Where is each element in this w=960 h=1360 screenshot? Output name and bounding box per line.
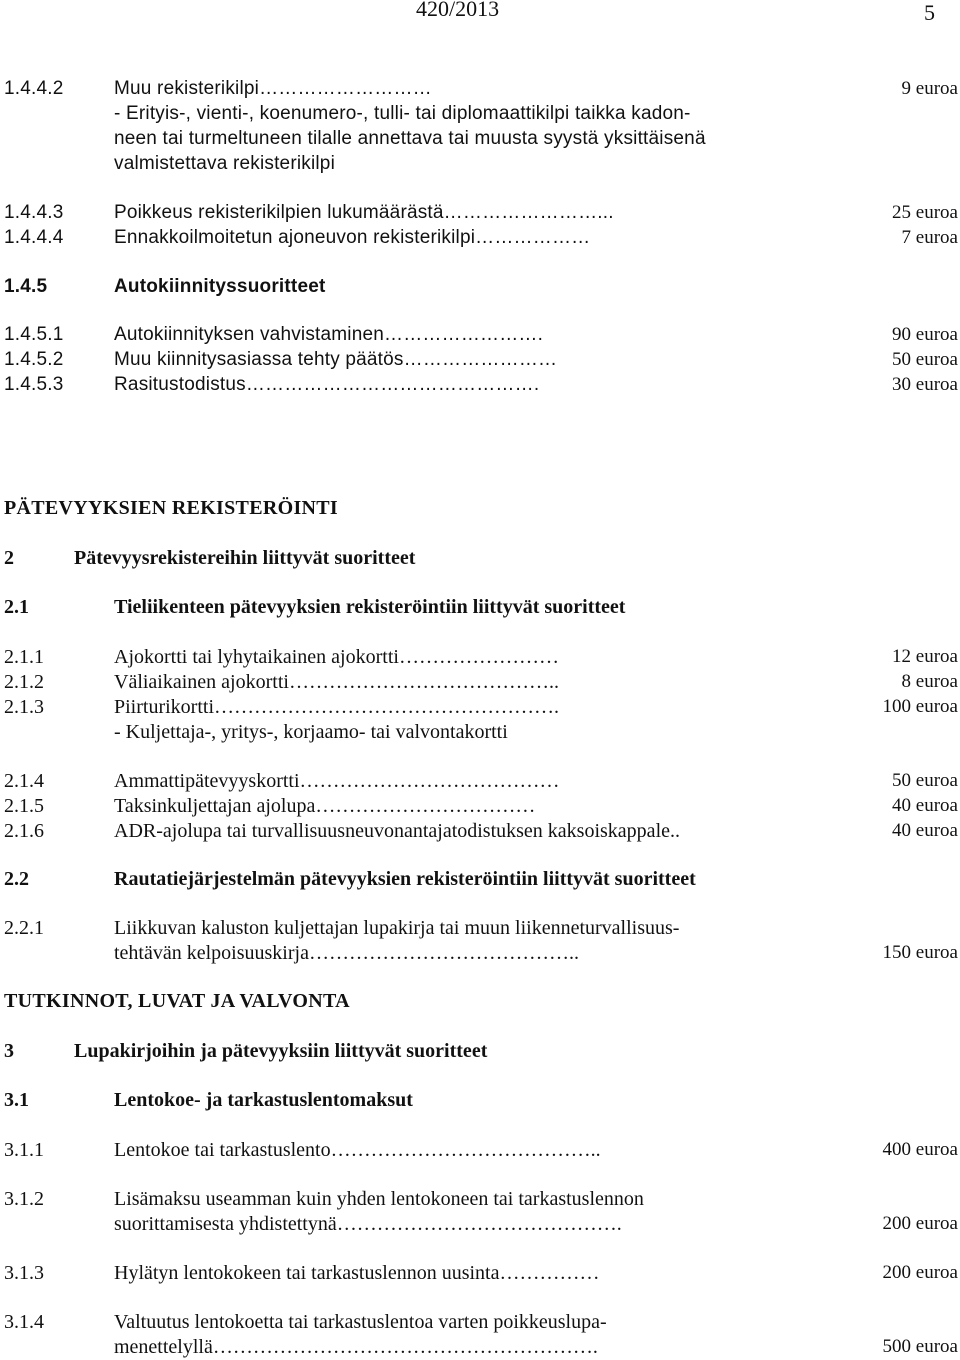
- item-description: Autokiinnityssuoritteet: [114, 276, 326, 297]
- fee-row: [0, 644, 960, 670]
- item-description: tehtävän kelpoisuuskirja…………………………………..: [114, 942, 579, 964]
- item-fee: 200 euroa: [882, 1262, 958, 1283]
- item-number: 2.1.5: [4, 795, 44, 817]
- item-fee: 90 euroa: [892, 324, 958, 345]
- fee-row: [0, 669, 960, 695]
- item-fee: 150 euroa: [882, 942, 958, 963]
- item-fee: 8 euroa: [901, 671, 958, 692]
- item-fee: 500 euroa: [882, 1336, 958, 1357]
- item-description: Muu kiinnitysasiassa tehty päätös……………………: [114, 349, 558, 370]
- item-description: Lentokoe tai tarkastuslento…………………………………..: [114, 1139, 601, 1161]
- item-description: Autokiinnityksen vahvistaminen…………………….: [114, 324, 544, 345]
- item-description: Liikkuvan kaluston kuljettajan lupakirja tai muun liikenneturvallisuus-: [114, 917, 680, 939]
- fee-row: [0, 347, 960, 373]
- item-number: 2.1.6: [4, 820, 44, 842]
- subheading-text: Tieliikenteen pätevyyksien rekisteröintiin liittyvät suoritteet: [114, 596, 626, 618]
- item-description: Ammattipätevyyskortti…………………………………: [114, 770, 560, 792]
- subheading-number: 2.1: [4, 596, 29, 618]
- item-fee: 40 euroa: [892, 820, 958, 841]
- item-number: 1.4.5.3: [4, 374, 64, 395]
- item-description: Ajokortti tai lyhytaikainen ajokortti……………………: [114, 646, 559, 668]
- item-description: valmistettava rekisterikilpi: [114, 153, 335, 174]
- fee-row: [0, 940, 960, 966]
- item-fee: 100 euroa: [882, 696, 958, 717]
- item-fee: 50 euroa: [892, 349, 958, 370]
- item-fee: 25 euroa: [892, 202, 958, 223]
- fee-row: [0, 1186, 960, 1212]
- item-description: - Kuljettaja-, yritys-, korjaamo- tai valvontakortti: [114, 721, 508, 743]
- item-number: 1.4.4.2: [4, 78, 64, 99]
- item-description: Poikkeus rekisterikilpien lukumäärästä……………………...: [114, 202, 614, 223]
- item-description: menettelyllä………………………………………………….: [114, 1336, 598, 1358]
- fee-row: [0, 818, 960, 844]
- heading-text: Lupakirjoihin ja pätevyyksiin liittyvät suoritteet: [74, 1040, 488, 1062]
- item-fee: 40 euroa: [892, 795, 958, 816]
- item-description: Valtuutus lentokoetta tai tarkastuslentoa varten poikkeuslupa-: [114, 1311, 607, 1333]
- heading-number: 3: [4, 1040, 14, 1062]
- item-description: Lisämaksu useamman kuin yhden lentokoneen tai tarkastuslennon: [114, 1188, 644, 1210]
- item-number: 1.4.5.1: [4, 324, 64, 345]
- item-number: 1.4.4.3: [4, 202, 64, 223]
- item-description: Muu rekisterikilpi………………………: [114, 78, 432, 99]
- heading-text: Pätevyysrekistereihin liittyvät suoritteet: [74, 547, 416, 569]
- fee-row: [0, 1211, 960, 1237]
- item-number: 2.1.3: [4, 696, 44, 718]
- item-number: 3.1.2: [4, 1188, 44, 1210]
- item-fee: 12 euroa: [892, 646, 958, 667]
- fee-row: [0, 719, 960, 745]
- fee-row: [0, 225, 960, 251]
- page-number: 5: [924, 0, 935, 25]
- fee-row: [0, 1260, 960, 1286]
- subheading-number: 3.1: [4, 1089, 29, 1111]
- fee-row: [0, 101, 960, 127]
- item-fee: 30 euroa: [892, 374, 958, 395]
- item-fee: 7 euroa: [901, 227, 958, 248]
- fee-row: [0, 793, 960, 819]
- item-number: 3.1.1: [4, 1139, 44, 1161]
- section-title-exams: TUTKINNOT, LUVAT JA VALVONTA: [4, 990, 350, 1012]
- item-description: - Erityis-, vienti-, koenumero-, tulli- tai diplomaattikilpi taikka kadon-: [114, 103, 691, 124]
- item-number: 2.1.4: [4, 770, 44, 792]
- item-description: Hylätyn lentokokeen tai tarkastuslennon uusinta……………: [114, 1262, 600, 1284]
- item-description: neen tai turmeltuneen tilalle annettava tai muusta syystä yksittäisenä: [114, 128, 706, 149]
- item-number: 3.1.4: [4, 1311, 44, 1333]
- fee-row: [0, 768, 960, 794]
- subheading-text: Rautatiejärjestelmän pätevyyksien rekisteröintiin liittyvät suoritteet: [114, 868, 696, 890]
- fee-row: [0, 1309, 960, 1335]
- fee-row: [0, 1137, 960, 1163]
- fee-row: [0, 151, 960, 177]
- item-number: 3.1.3: [4, 1262, 44, 1284]
- item-description: Piirturikortti…………………………………………….: [114, 696, 559, 718]
- fee-row: [0, 694, 960, 720]
- fee-row: [0, 200, 960, 226]
- item-number: 1.4.5.2: [4, 349, 64, 370]
- item-number: 1.4.4.4: [4, 227, 64, 248]
- item-number: 2.2.1: [4, 917, 44, 939]
- section-title-competence: PÄTEVYYKSIEN REKISTERÖINTI: [4, 497, 338, 519]
- item-fee: 200 euroa: [882, 1213, 958, 1234]
- fee-row: [0, 274, 960, 300]
- fee-row: [0, 76, 960, 102]
- item-number: 2.1.2: [4, 671, 44, 693]
- fee-row: [0, 915, 960, 941]
- fee-row: [0, 322, 960, 348]
- heading-number: 2: [4, 547, 14, 569]
- item-fee: 400 euroa: [882, 1139, 958, 1160]
- item-number: 1.4.5: [4, 276, 48, 297]
- subheading-number: 2.2: [4, 868, 29, 890]
- fee-row: [0, 372, 960, 398]
- item-number: 2.1.1: [4, 646, 44, 668]
- item-description: ADR-ajolupa tai turvallisuusneuvonantajatodistuksen kaksoiskappale..: [114, 820, 680, 842]
- fee-row: [0, 126, 960, 152]
- item-description: Taksinkuljettajan ajolupa……………………………: [114, 795, 536, 817]
- item-description: Ennakkoilmoitetun ajoneuvon rekisterikilpi………………: [114, 227, 591, 248]
- fee-row: [0, 1334, 960, 1360]
- item-fee: 9 euroa: [901, 78, 958, 99]
- item-description: Väliaikainen ajokortti…………………………………..: [114, 671, 559, 693]
- document-number: 420/2013: [416, 0, 500, 21]
- item-fee: 50 euroa: [892, 770, 958, 791]
- item-description: suorittamisesta yhdistettynä…………………………………….: [114, 1213, 622, 1235]
- subheading-text: Lentokoe- ja tarkastuslentomaksut: [114, 1089, 413, 1111]
- item-description: Rasitustodistus……………………………………….: [114, 374, 540, 395]
